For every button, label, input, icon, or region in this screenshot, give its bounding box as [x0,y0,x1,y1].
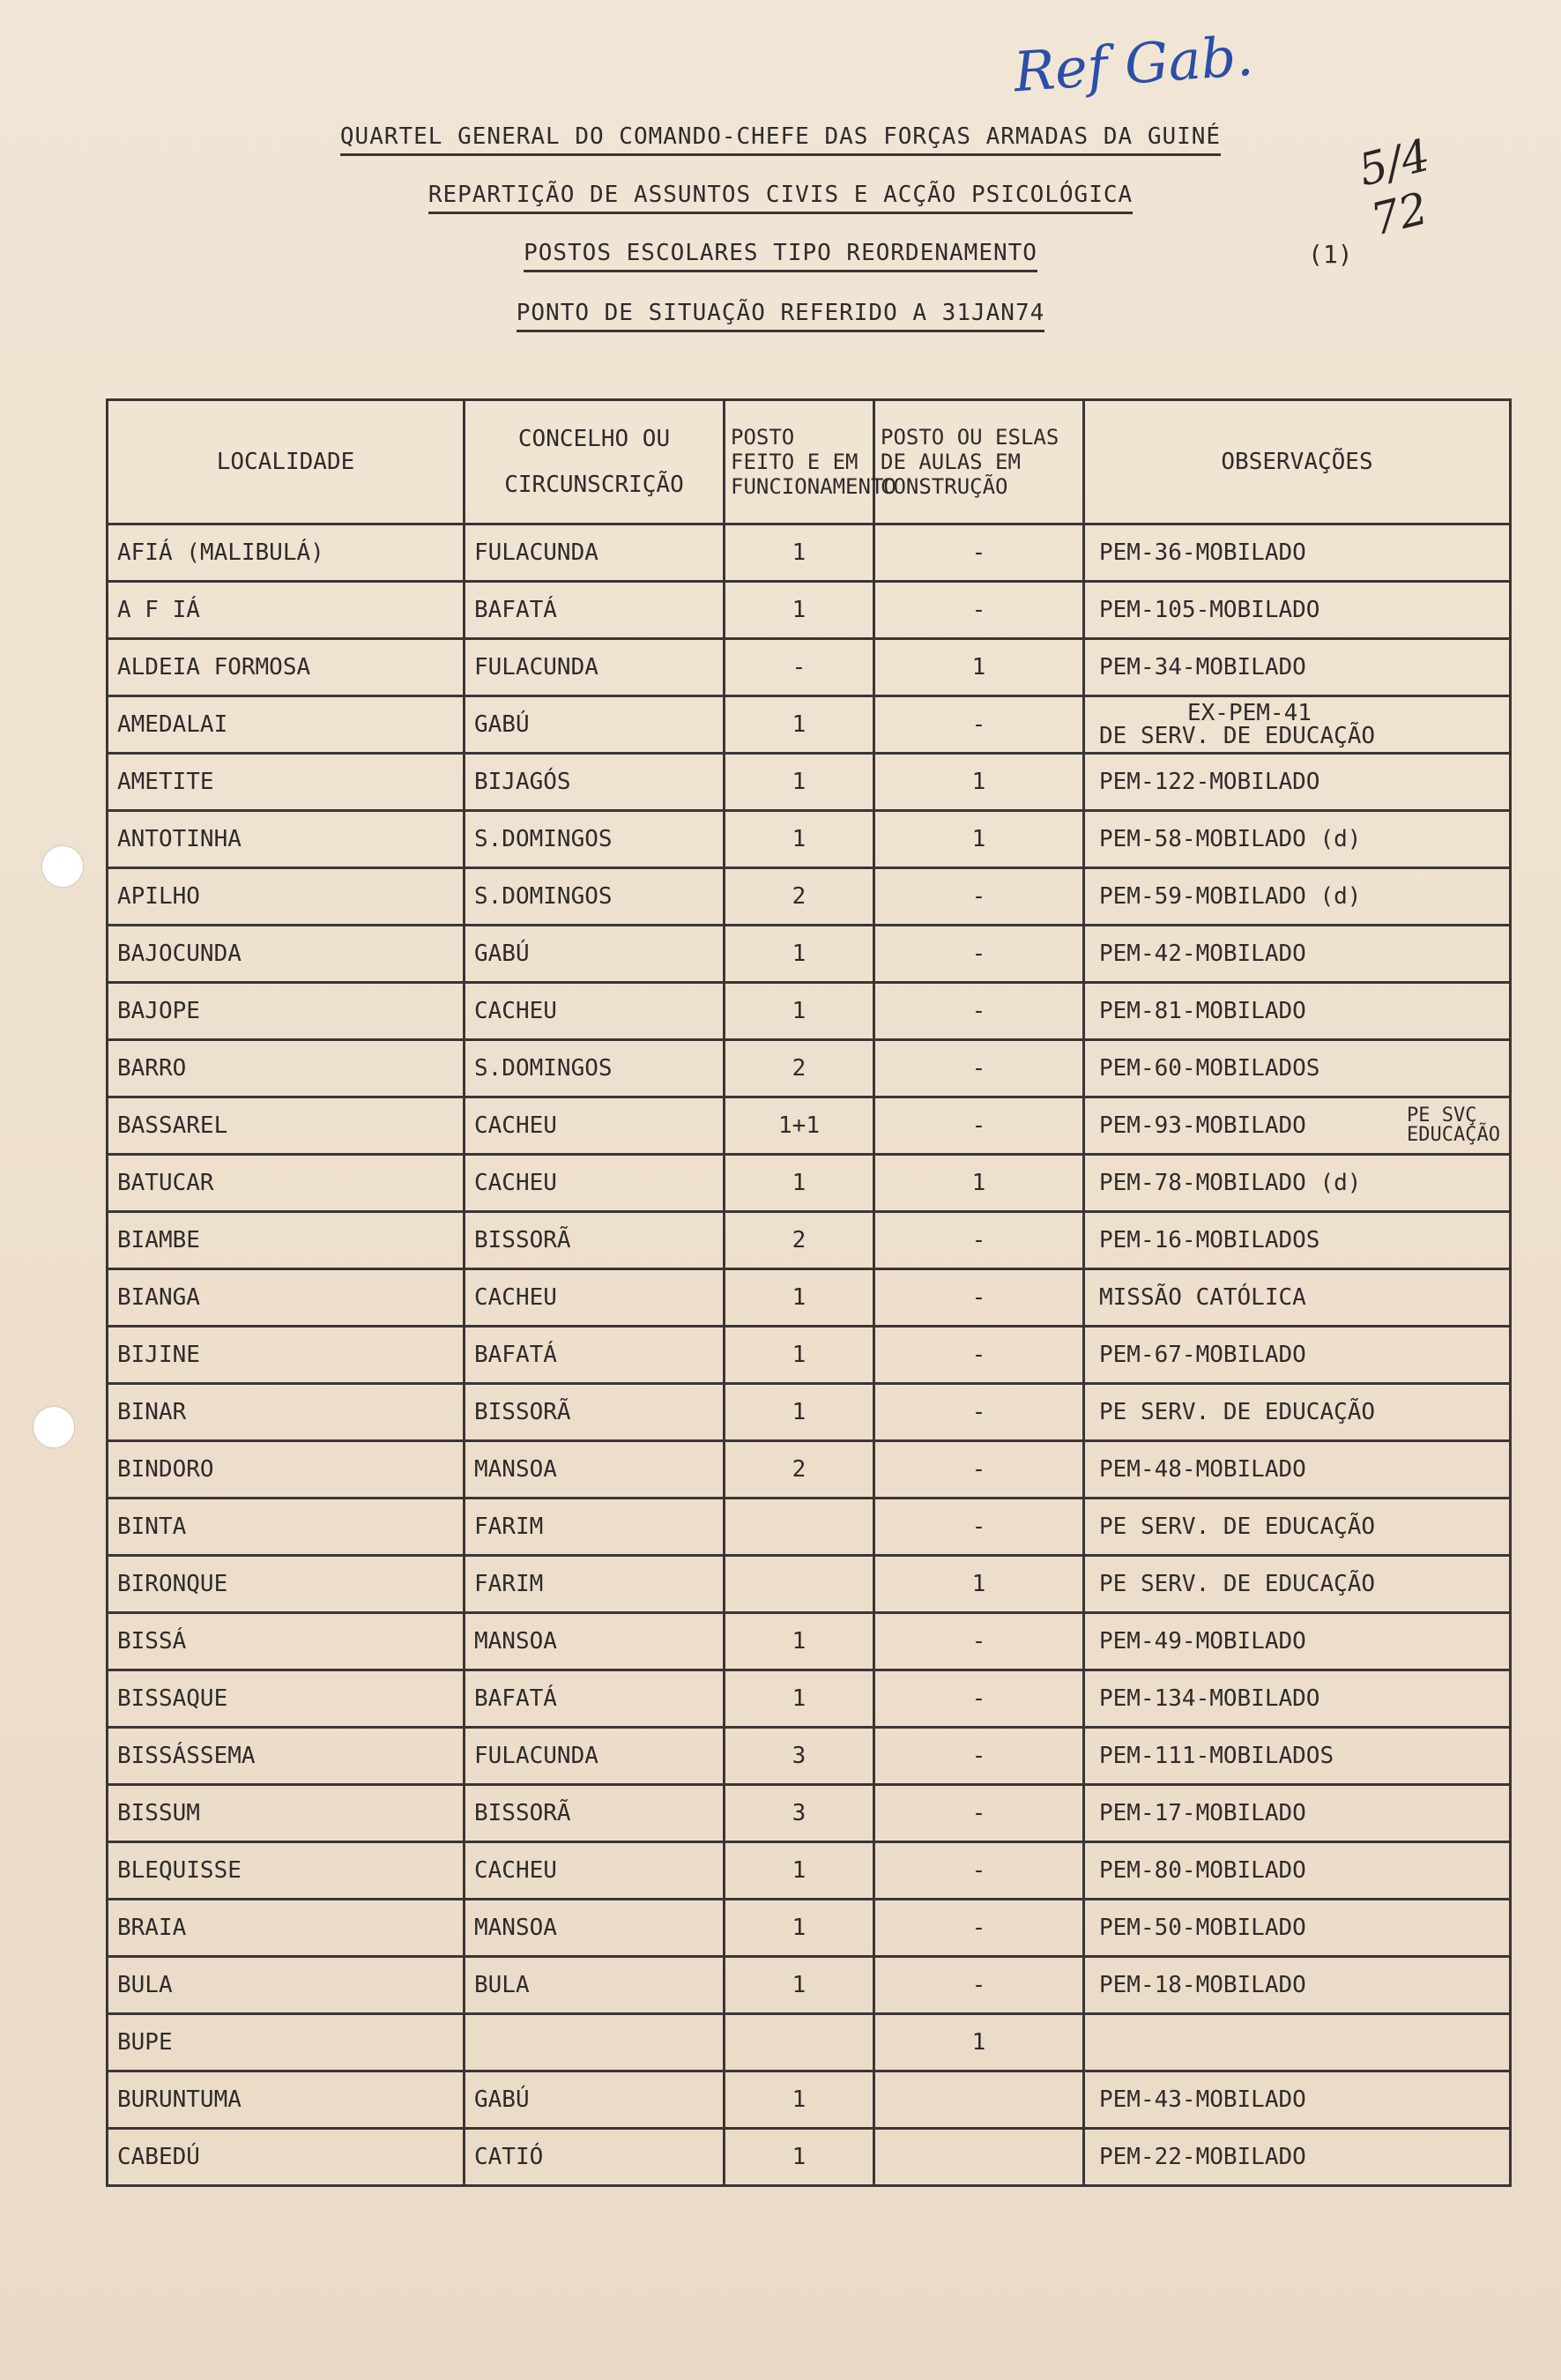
cell-concelho: BISSORÃ [465,1785,725,1842]
cell-localidade: BURUNTUMA [108,2071,465,2129]
cell-posto-feito: 1 [725,696,874,754]
cell-em-construcao: - [874,1441,1084,1499]
table-row [108,582,1511,639]
cell-localidade: BRAIA [108,1900,465,1957]
cell-em-construcao: - [874,1097,1084,1155]
cell-em-construcao: 1 [874,754,1084,811]
cell-posto-feito: 1+1 [725,1097,874,1155]
cell-posto-feito: 1 [725,1269,874,1327]
table-row [108,1957,1511,2014]
table-row [108,696,1511,754]
cell-posto-feito: 1 [725,582,874,639]
table-row [108,1212,1511,1269]
cell-observacoes: PEM-43-MOBILADO [1084,2071,1511,2129]
cell-observacoes: PEM-22-MOBILADO [1084,2129,1511,2186]
cell-em-construcao: - [874,1269,1084,1327]
table-row [108,524,1511,582]
cell-observacoes [1084,696,1511,754]
cell-concelho: CACHEU [465,1842,725,1900]
cell-em-construcao: 1 [874,2014,1084,2071]
cell-em-construcao: - [874,1728,1084,1785]
table-row [108,1499,1511,1556]
table-row [108,811,1511,868]
cell-localidade: BISSÁSSEMA [108,1728,465,1785]
obs-main: PEM-93-MOBILADO [1099,1112,1306,1139]
cell-observacoes: PEM-134-MOBILADO [1084,1670,1511,1728]
cell-posto-feito: 1 [725,1155,874,1212]
table-row [108,1900,1511,1957]
cell-em-construcao: - [874,1327,1084,1384]
table-row [108,1556,1511,1613]
table-row [108,639,1511,696]
header-date: PONTO DE SITUAÇÃO REFERIDO A 31JAN74 [517,300,1045,332]
cell-em-construcao [874,2071,1084,2129]
cell-concelho: BAFATÁ [465,582,725,639]
header-title: QUARTEL GENERAL DO COMANDO-CHEFE DAS FORÇAS ARMADAS DA GUINÉ [340,123,1221,156]
cell-localidade: BIANGA [108,1269,465,1327]
cell-posto-feito [725,1499,874,1556]
cell-localidade: BISSAQUE [108,1670,465,1728]
table-row [108,1327,1511,1384]
cell-posto-feito: 1 [725,811,874,868]
cell-concelho: CACHEU [465,1155,725,1212]
cell-concelho: FARIM [465,1556,725,1613]
obs-line-1: EX-PEM-41 [1187,700,1312,726]
cell-localidade: BULA [108,1957,465,2014]
cell-em-construcao: - [874,1957,1084,2014]
cell-localidade: BINDORO [108,1441,465,1499]
cell-em-construcao: - [874,1900,1084,1957]
cell-observacoes: PEM-34-MOBILADO [1084,639,1511,696]
cell-em-construcao: - [874,1670,1084,1728]
cell-localidade: BLEQUISSE [108,1842,465,1900]
cell-em-construcao: 1 [874,1155,1084,1212]
cell-concelho: BULA [465,1957,725,2014]
cell-observacoes: PEM-111-MOBILADOS [1084,1728,1511,1785]
cell-concelho: MANSOA [465,1900,725,1957]
table-row [108,1040,1511,1097]
cell-localidade: BIJINE [108,1327,465,1384]
cell-localidade: AFIÁ (MALIBULÁ) [108,524,465,582]
cell-observacoes [1084,1097,1511,1155]
table-row [108,1155,1511,1212]
cell-localidade: AMETITE [108,754,465,811]
cell-observacoes: PEM-50-MOBILADO [1084,1900,1511,1957]
col-header-observacoes: OBSERVAÇÕES [1084,400,1511,524]
handwritten-initials: 5/4 72 [1353,129,1435,246]
table-row [108,868,1511,926]
cell-observacoes: PEM-122-MOBILADO [1084,754,1511,811]
cell-posto-feito: 1 [725,1327,874,1384]
cell-posto-feito: 2 [725,1212,874,1269]
cell-localidade: BAJOCUNDA [108,926,465,983]
cell-localidade: BUPE [108,2014,465,2071]
obs-line-2: DE SERV. DE EDUCAÇÃO [1099,723,1376,749]
cell-observacoes: PEM-78-MOBILADO (d) [1084,1155,1511,1212]
cell-observacoes: PEM-67-MOBILADO [1084,1327,1511,1384]
table-row [108,2071,1511,2129]
cell-observacoes: PEM-16-MOBILADOS [1084,1212,1511,1269]
table-row [108,1269,1511,1327]
cell-localidade: BINAR [108,1384,465,1441]
cell-posto-feito: 1 [725,926,874,983]
table-row [108,754,1511,811]
cell-localidade: BISSUM [108,1785,465,1842]
cell-posto-feito: 1 [725,1900,874,1957]
cell-em-construcao: - [874,696,1084,754]
table-row [108,1097,1511,1155]
cell-localidade: A F IÁ [108,582,465,639]
cell-concelho [465,2014,725,2071]
cell-em-construcao: 1 [874,1556,1084,1613]
col-header-localidade: LOCALIDADE [108,400,465,524]
cell-observacoes: PEM-60-MOBILADOS [1084,1040,1511,1097]
cell-observacoes: PEM-80-MOBILADO [1084,1842,1511,1900]
cell-em-construcao: - [874,926,1084,983]
cell-localidade: APILHO [108,868,465,926]
cell-em-construcao: - [874,582,1084,639]
cell-concelho: GABÚ [465,926,725,983]
cell-concelho: S.DOMINGOS [465,868,725,926]
cell-localidade: BINTA [108,1499,465,1556]
cell-posto-feito: 1 [725,2071,874,2129]
obs-side-note-line-1: PE SVÇ [1407,1104,1477,1127]
cell-posto-feito [725,1556,874,1613]
cell-observacoes: PEM-81-MOBILADO [1084,983,1511,1040]
cell-concelho: MANSOA [465,1441,725,1499]
cell-observacoes: PEM-105-MOBILADO [1084,582,1511,639]
table-row [108,1785,1511,1842]
cell-concelho: BISSORÃ [465,1212,725,1269]
col-header-em-construcao: POSTO OU ESLAS DE AULAS EM CONSTRUÇÃO [874,400,1084,524]
cell-posto-feito: 1 [725,1613,874,1670]
cell-localidade: CABEDÚ [108,2129,465,2186]
cell-concelho: S.DOMINGOS [465,1040,725,1097]
cell-concelho: CACHEU [465,1269,725,1327]
cell-posto-feito: 1 [725,2129,874,2186]
table-row [108,1441,1511,1499]
cell-concelho: FARIM [465,1499,725,1556]
cell-localidade: ANTOTINHA [108,811,465,868]
cell-observacoes: PEM-48-MOBILADO [1084,1441,1511,1499]
table-row [108,2014,1511,2071]
cell-em-construcao: - [874,1040,1084,1097]
table-row [108,1670,1511,1728]
cell-observacoes: PEM-59-MOBILADO (d) [1084,868,1511,926]
cell-observacoes: PEM-58-MOBILADO (d) [1084,811,1511,868]
cell-em-construcao: - [874,868,1084,926]
obs-side-note [1407,1106,1500,1145]
cell-em-construcao: - [874,983,1084,1040]
cell-em-construcao: - [874,1499,1084,1556]
handwritten-stamp: Ref Gab. [1011,23,1256,105]
cell-concelho: GABÚ [465,696,725,754]
cell-concelho: FULACUNDA [465,524,725,582]
cell-posto-feito: - [725,639,874,696]
table-body [108,524,1511,2186]
cell-posto-feito: 1 [725,754,874,811]
cell-posto-feito: 2 [725,868,874,926]
table-row [108,1842,1511,1900]
cell-observacoes: PE SERV. DE EDUCAÇÃO [1084,1499,1511,1556]
cell-posto-feito: 1 [725,1957,874,2014]
cell-em-construcao [874,2129,1084,2186]
cell-em-construcao: - [874,1613,1084,1670]
cell-posto-feito: 3 [725,1785,874,1842]
cell-localidade: BISSÁ [108,1613,465,1670]
schools-table [106,398,1512,2187]
punch-hole-bottom [33,1407,74,1447]
table-row [108,926,1511,983]
cell-concelho: S.DOMINGOS [465,811,725,868]
cell-em-construcao: - [874,524,1084,582]
cell-observacoes: PEM-18-MOBILADO [1084,1957,1511,2014]
cell-observacoes: PEM-49-MOBILADO [1084,1613,1511,1670]
cell-concelho: GABÚ [465,2071,725,2129]
cell-posto-feito: 1 [725,1842,874,1900]
cell-localidade: BAJOPE [108,983,465,1040]
cell-posto-feito: 1 [725,1670,874,1728]
header-department: REPARTIÇÃO DE ASSUNTOS CIVIS E ACÇÃO PSICOLÓGICA [428,182,1133,214]
cell-concelho: BAFATÁ [465,1670,725,1728]
cell-observacoes: PEM-42-MOBILADO [1084,926,1511,983]
header-line-3 [0,240,1561,266]
col-header-concelho: CONCELHO OU CIRCUNSCRIÇÃO [465,400,725,524]
table-row [108,1384,1511,1441]
cell-concelho: BISSORÃ [465,1384,725,1441]
cell-posto-feito: 1 [725,524,874,582]
cell-concelho: CACHEU [465,983,725,1040]
cell-observacoes: MISSÃO CATÓLICA [1084,1269,1511,1327]
cell-observacoes: PE SERV. DE EDUCAÇÃO [1084,1556,1511,1613]
cell-concelho: FULACUNDA [465,639,725,696]
cell-observacoes: PEM-17-MOBILADO [1084,1785,1511,1842]
cell-localidade: BASSAREL [108,1097,465,1155]
page-number: (1) [1308,240,1353,269]
table-row [108,2129,1511,2186]
cell-posto-feito [725,2014,874,2071]
obs-side-note-line-2: EDUCAÇÃO [1407,1124,1500,1146]
cell-em-construcao: - [874,1785,1084,1842]
cell-posto-feito: 2 [725,1441,874,1499]
cell-localidade: BARRO [108,1040,465,1097]
cell-localidade: BIRONQUE [108,1556,465,1613]
cell-em-construcao: 1 [874,639,1084,696]
cell-localidade: BATUCAR [108,1155,465,1212]
cell-em-construcao: - [874,1384,1084,1441]
cell-concelho: BAFATÁ [465,1327,725,1384]
cell-posto-feito: 1 [725,1384,874,1441]
table-header-row [108,400,1511,524]
cell-observacoes: PE SERV. DE EDUCAÇÃO [1084,1384,1511,1441]
cell-concelho: FULACUNDA [465,1728,725,1785]
cell-localidade: BIAMBE [108,1212,465,1269]
cell-concelho: BIJAGÓS [465,754,725,811]
cell-observacoes: PEM-36-MOBILADO [1084,524,1511,582]
table-row [108,983,1511,1040]
cell-observacoes [1084,2014,1511,2071]
table-row [108,1613,1511,1670]
cell-posto-feito: 3 [725,1728,874,1785]
header-line-1 [0,123,1561,150]
cell-em-construcao: - [874,1842,1084,1900]
punch-hole-top [42,846,83,887]
header-subject: POSTOS ESCOLARES TIPO REORDENAMENTO [524,240,1037,272]
header-line-4 [0,300,1561,326]
cell-concelho: CACHEU [465,1097,725,1155]
cell-em-construcao: 1 [874,811,1084,868]
table-row [108,1728,1511,1785]
cell-localidade: ALDEIA FORMOSA [108,639,465,696]
col-header-posto-feito: POSTO FEITO E EM FUNCIONAMENTO [725,400,874,524]
cell-concelho: CATIÓ [465,2129,725,2186]
cell-posto-feito: 2 [725,1040,874,1097]
cell-em-construcao: - [874,1212,1084,1269]
header-line-2 [0,182,1561,208]
cell-concelho: MANSOA [465,1613,725,1670]
cell-posto-feito: 1 [725,983,874,1040]
cell-localidade: AMEDALAI [108,696,465,754]
